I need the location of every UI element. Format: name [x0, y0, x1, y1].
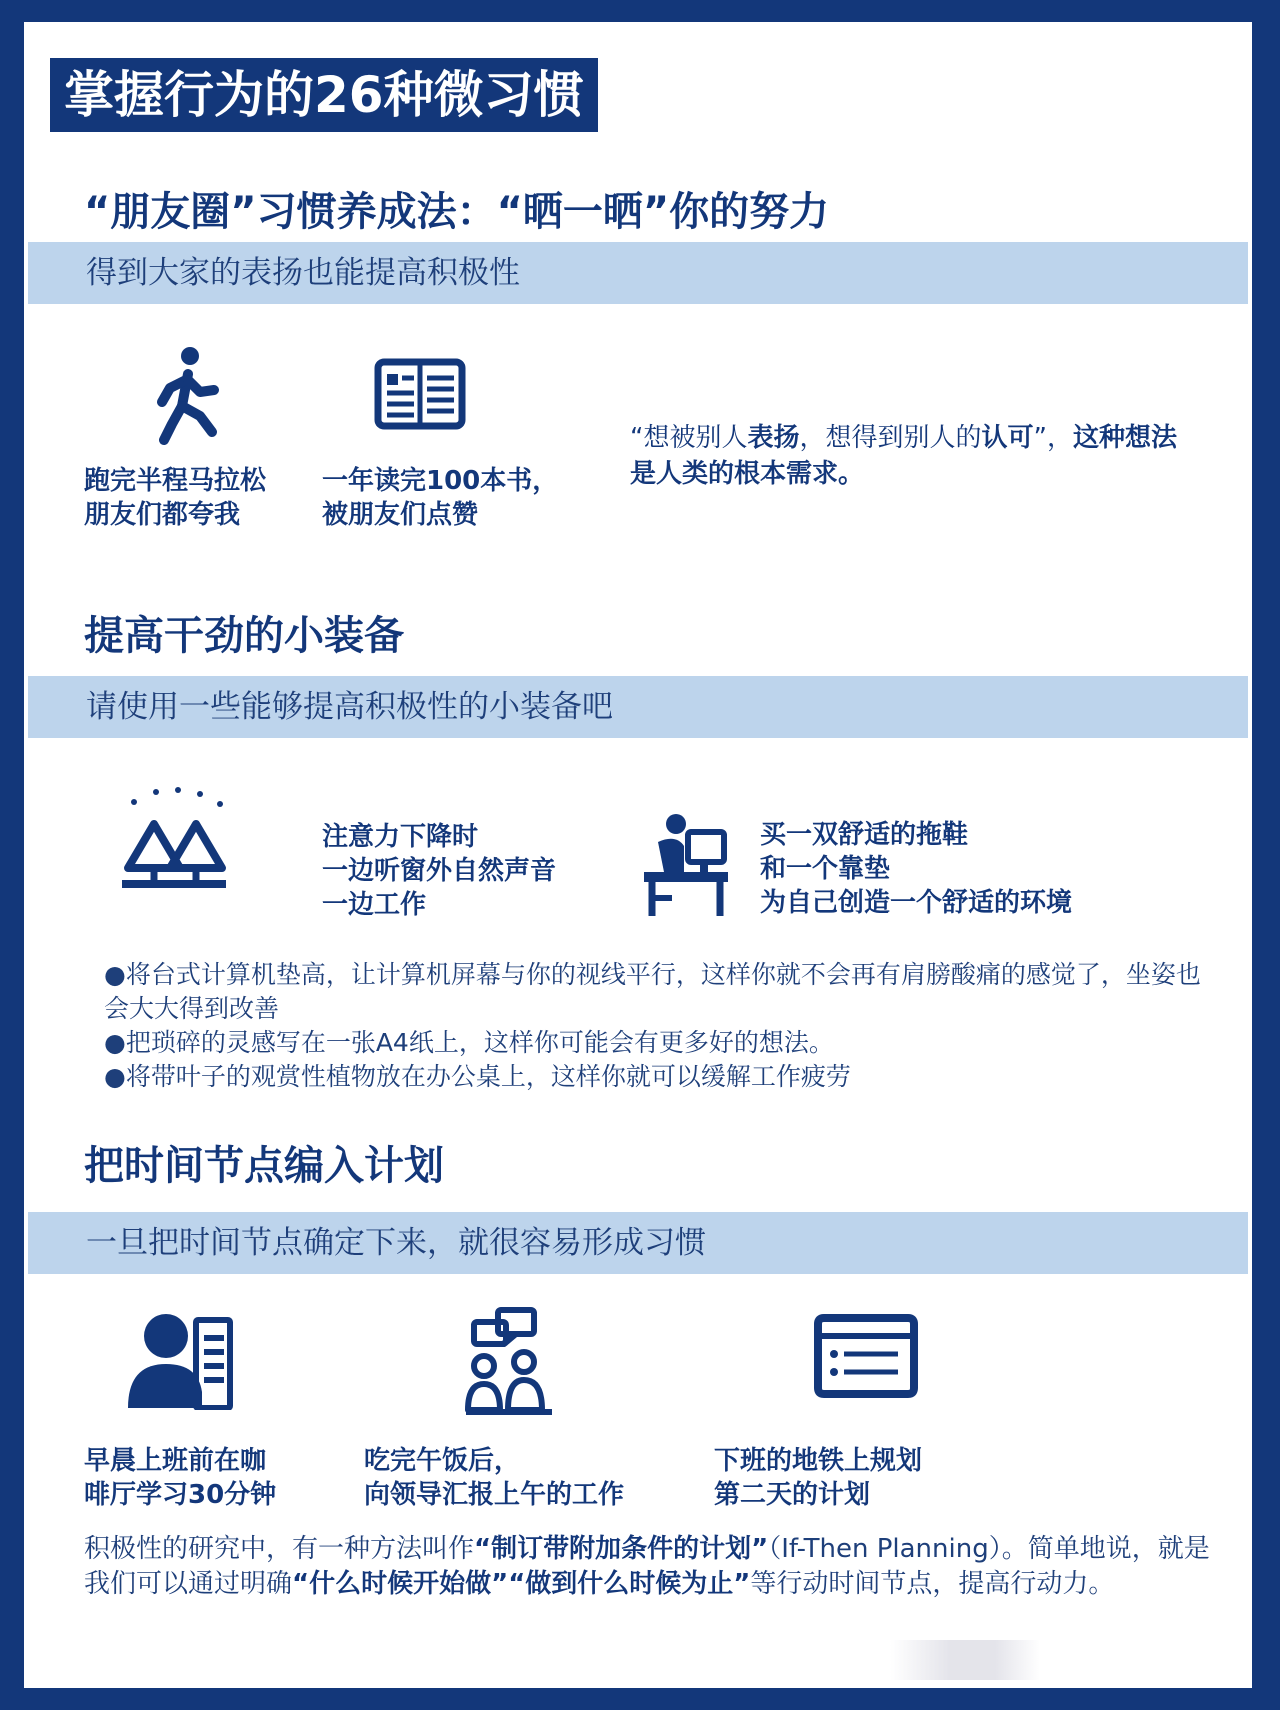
section2-band: 请使用一些能够提高积极性的小装备吧 — [28, 676, 1248, 738]
caption-reading: 一年读完100本书， 被朋友们点赞 — [322, 466, 559, 530]
caption-marathon: 跑完半程马拉松 朋友们都夸我 — [84, 466, 267, 530]
caption-morning-study: 早晨上班前在咖 啡厅学习30分钟 — [84, 1446, 277, 1510]
tips-list — [104, 958, 1214, 1094]
section1-heading: “朋友圈”习惯养成法：“晒一晒”你的努力 — [84, 189, 830, 235]
main-title: 掌握行为的26种微习惯 — [50, 58, 598, 132]
section2-heading: 提高干劲的小装备 — [84, 613, 404, 659]
caption-comfort: 买一双舒适的拖鞋 和一个靠垫 为自己创造一个舒适的环境 — [760, 820, 1073, 918]
meeting-chat-icon — [464, 1306, 554, 1416]
caption-nature-sound: 注意力下降时 一边听窗外自然声音 一边工作 — [322, 822, 557, 920]
tip-item: ●将带叶子的观赏性植物放在办公桌上，这样你就可以缓解工作疲劳 — [104, 1062, 851, 1091]
tip-item: ●将台式计算机垫高，让计算机屏幕与你的视线平行，这样你就不会再有肩膀酸痛的感觉了，坐姿也会大大得到改善 — [104, 960, 1201, 1023]
section3-heading: 把时间节点编入计划 — [84, 1143, 444, 1189]
person-at-desk-icon — [640, 812, 732, 920]
tip-item: ●把琐碎的灵感写在一张A4纸上，这样你可能会有更多好的想法。 — [104, 1028, 834, 1057]
infographic-page — [24, 22, 1252, 1688]
section3-band: 一旦把时间节点确定下来，就很容易形成习惯 — [28, 1212, 1248, 1274]
running-person-icon — [142, 346, 232, 446]
open-book-icon — [374, 358, 466, 430]
caption-lunch-report: 吃完午饭后， 向领导汇报上午的工作 — [364, 1446, 625, 1510]
watermark-smudge — [890, 1640, 1040, 1680]
caption-subway-plan: 下班的地铁上规划 第二天的计划 — [714, 1446, 923, 1510]
praise-quote: “想被别人表扬，想得到别人的认可”，这种想法是人类的根本需求。 — [630, 423, 1178, 489]
person-reading-icon — [126, 1312, 234, 1410]
rain-trees-icon — [120, 786, 230, 896]
planner-card-icon — [814, 1314, 918, 1398]
closing-paragraph: 积极性的研究中，有一种方法叫作“制订带附加条件的计划”（If-Then Planning）。简单地说，就是我们可以通过明确“什么时候开始做”“做到什么时候为止”等行动时间节点，提高行动力。 — [84, 1534, 1210, 1599]
section1-band: 得到大家的表扬也能提高积极性 — [28, 242, 1248, 304]
